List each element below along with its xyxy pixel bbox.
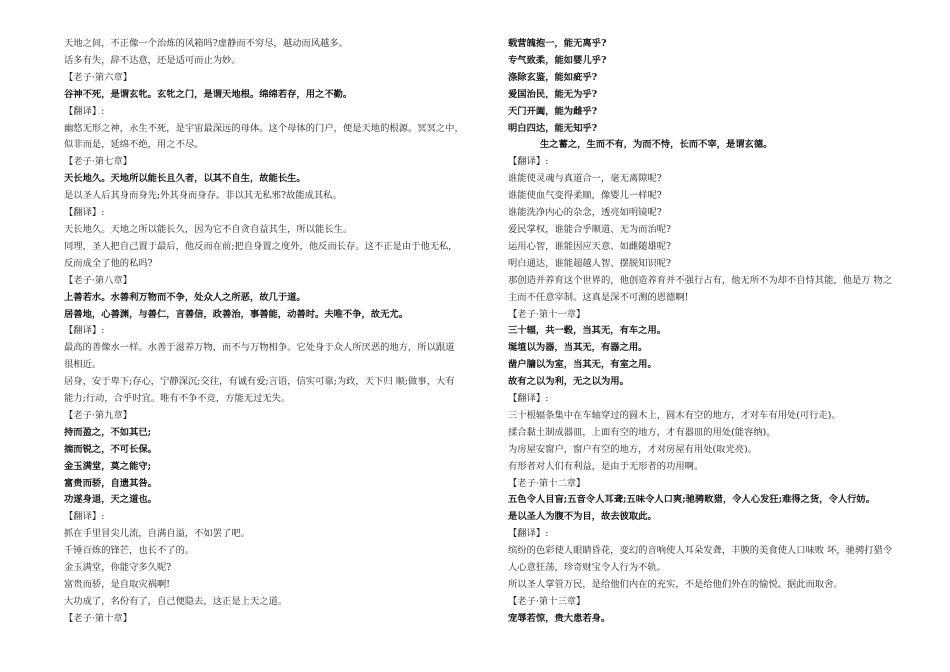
right-column bbox=[508, 36, 908, 628]
text-line: 明白通达，谁能超越人智、摆脱知识呢? bbox=[508, 257, 672, 269]
section-heading: 【翻译】: bbox=[64, 105, 105, 117]
classic-text-line: 天门开阖，能为雌乎? bbox=[508, 105, 598, 117]
left-column bbox=[64, 36, 464, 628]
text-line: 所以圣人掌管万民，是给他们内在的充实，不是给他们外在的愉悦。据此而取舍。 bbox=[508, 579, 843, 590]
classic-text-line: 天长地久。天地所以能长且久者，以其不自生，故能长生。 bbox=[64, 173, 306, 185]
section-heading: 【老子·第十二章】 bbox=[508, 477, 586, 489]
text-line: 谁能使血气变得柔顺，像婴儿一样呢? bbox=[508, 190, 662, 202]
text-line: 天地之间，不正像一个治炼的风箱吗?虚静而不穷尽，越动而风越多。 bbox=[64, 38, 348, 49]
classic-text-line: 三十辐，共一毂，当其无，有车之用。 bbox=[508, 325, 667, 337]
classic-text-line: 载营魄抱一，能无离乎? bbox=[508, 38, 607, 49]
classic-text-line: 明白四达，能无知乎? bbox=[508, 122, 598, 134]
classic-text-line: 持而盈之，不如其已; bbox=[64, 426, 152, 438]
section-heading: 【翻译】: bbox=[508, 528, 549, 540]
text-line: 似非而是，延绵不绝，用之不尽。 bbox=[64, 139, 204, 151]
classic-text-line: 五色令人目盲;五音令人耳聋;五味令人口爽;驰骋畋猎，令人心发狂;难得之货，令人行妨。 bbox=[508, 494, 876, 506]
section-heading: 【老子·第九章】 bbox=[64, 409, 133, 421]
text-line: 天长地久。天地之所以能长久，因为它不自贪自益其生，所以能长生。 bbox=[64, 223, 353, 235]
section-heading: 【翻译】: bbox=[508, 393, 549, 405]
section-heading: 【翻译】: bbox=[64, 325, 105, 337]
classic-text-line: 埏埴以为器，当其无，有器之用。 bbox=[508, 342, 648, 354]
classic-text-line: 上善若水。水善利万物而不争，处众人之所恶，故几于道。 bbox=[64, 291, 306, 303]
text-line: 幽悠无形之神，永生不死，是宇宙最深远的母体。这个母体的门户，便是天地的根源。冥冥之中， bbox=[64, 122, 464, 134]
text-line: 是以圣人后其身而身先;外其身而身存。非以其无私邪?故能成其私。 bbox=[64, 190, 342, 202]
text-line: 爱民掌权，谁能合乎顺道、无为而治呢? bbox=[508, 223, 672, 235]
text-line: 为房屋安窗户，窗户有空的地方，才对房屋有用处(取光亮)。 bbox=[508, 443, 757, 455]
text-line: 主而不任意宰制。这真是深不可测的恩德啊! bbox=[508, 291, 689, 303]
text-line: 大功成了，名份有了，自己便隐去，这正是上天之道。 bbox=[64, 595, 288, 607]
text-line: 抓在手里冒尖儿流，自满自溢，不如罢了吧。 bbox=[64, 528, 250, 540]
classic-text-line: 谷神不死，是谓玄牝。玄牝之门，是谓天地根。绵绵若存，用之不勤。 bbox=[64, 88, 353, 100]
text-line: 很相近。 bbox=[64, 359, 102, 371]
classic-text-line: 爱国治民，能无为乎? bbox=[508, 88, 598, 100]
text-line: 话多有失，辞不达意，还是适可而止为妙。 bbox=[64, 54, 241, 66]
classic-text-line: 涤除玄鉴，能如疵乎? bbox=[508, 71, 598, 83]
text-line: 能力;行动，合乎时宜。唯有不争不竞，方能无过无失。 bbox=[64, 393, 291, 405]
text-line: 有形者对人们有利益，是由于无形者的功用啊。 bbox=[508, 460, 704, 472]
text-line: 人心意狂荡，珍奇财宝令人行为不轨。 bbox=[508, 562, 667, 574]
section-heading: 【老子·第六章】 bbox=[64, 71, 133, 83]
classic-text-line: 专气致柔，能如婴儿乎? bbox=[508, 54, 607, 66]
section-heading: 【翻译】: bbox=[64, 207, 105, 219]
text-line: 运用心智，谁能因应天意、如雌随雄呢? bbox=[508, 240, 672, 252]
section-heading: 【翻译】: bbox=[508, 156, 549, 168]
text-line: 揉合黏土制成器皿，上面有空的地方，才有器皿的用处(能容纳)。 bbox=[508, 426, 776, 438]
text-line: 那创造并养育这个世界的，他创造养育并不强行占有，他无所不为却不自恃其能，他是万 物之 bbox=[508, 274, 893, 286]
classic-text-line: 揣而锐之，不可长保。 bbox=[64, 443, 157, 455]
classic-text-line: 功遂身退，天之道也。 bbox=[64, 494, 157, 506]
classic-text-line: 居善地，心善渊，与善仁，言善信，政善治，事善能，动善时。夫唯不争，故无尤。 bbox=[64, 308, 408, 320]
section-heading: 【老子·第七章】 bbox=[64, 156, 133, 168]
classic-text-line: 金玉满堂，莫之能守; bbox=[64, 460, 152, 472]
text-line: 谁能使灵魂与真道合一，毫无离隙呢? bbox=[508, 173, 662, 185]
text-line: 富贵而骄，是自取灾祸啊! bbox=[64, 579, 171, 590]
text-line: 金玉满堂，你能守多久呢? bbox=[64, 562, 172, 574]
section-heading: 【翻译】: bbox=[64, 511, 105, 523]
section-heading: 【老子·第十章】 bbox=[64, 612, 133, 624]
classic-text-line: 是以圣人为腹不为目，故去彼取此。 bbox=[508, 511, 657, 523]
text-line: 居身，安于卑下;存心，宁静深沉;交往，有诚有爱;言语，信实可靠;为政，天下归 顺;做事，大有 bbox=[64, 376, 455, 388]
text-line: 同理，圣人把自己置于最后，他反而在前;把自身置之度外，他反而长存。这不正是由于他无私， bbox=[64, 240, 458, 252]
text-line: 最高的善像水一样。水善于滋养万物，而不与万物相争。它处身于众人所厌恶的地方，所以跟道 bbox=[64, 342, 455, 354]
text-line: 反而成全了他的私吗? bbox=[64, 257, 153, 269]
classic-text-line: 凿户牖以为室，当其无，有室之用。 bbox=[508, 359, 657, 371]
section-heading: 【老子·第八章】 bbox=[64, 274, 133, 286]
text-line: 缤纷的色彩使人眼睛昏花，变幻的音响使人耳朵发聋，丰腴的美食使人口味败 坏，驰骋打猎令 bbox=[508, 545, 893, 557]
classic-text-line: 生之蓄之，生而不有，为而不恃，长而不宰，是谓玄德。 bbox=[540, 139, 773, 151]
section-heading: 【老子·第十三章】 bbox=[508, 595, 586, 607]
text-line: 谁能洗净内心的杂念，透亮如明镜呢? bbox=[508, 207, 662, 219]
text-line: 三十根辐条集中在车轴穿过的圆木上，圆木有空的地方，才对车有用处(可行走)。 bbox=[508, 409, 841, 421]
classic-text-line: 宠辱若惊，贵大患若身。 bbox=[508, 612, 611, 624]
classic-text-line: 富贵而骄，自遗其咎。 bbox=[64, 477, 157, 489]
text-line: 千锤百炼的锋芒，也长不了的。 bbox=[64, 545, 195, 557]
classic-text-line: 故有之以为利，无之以为用。 bbox=[508, 376, 629, 388]
section-heading: 【老子·第十一章】 bbox=[508, 308, 586, 320]
